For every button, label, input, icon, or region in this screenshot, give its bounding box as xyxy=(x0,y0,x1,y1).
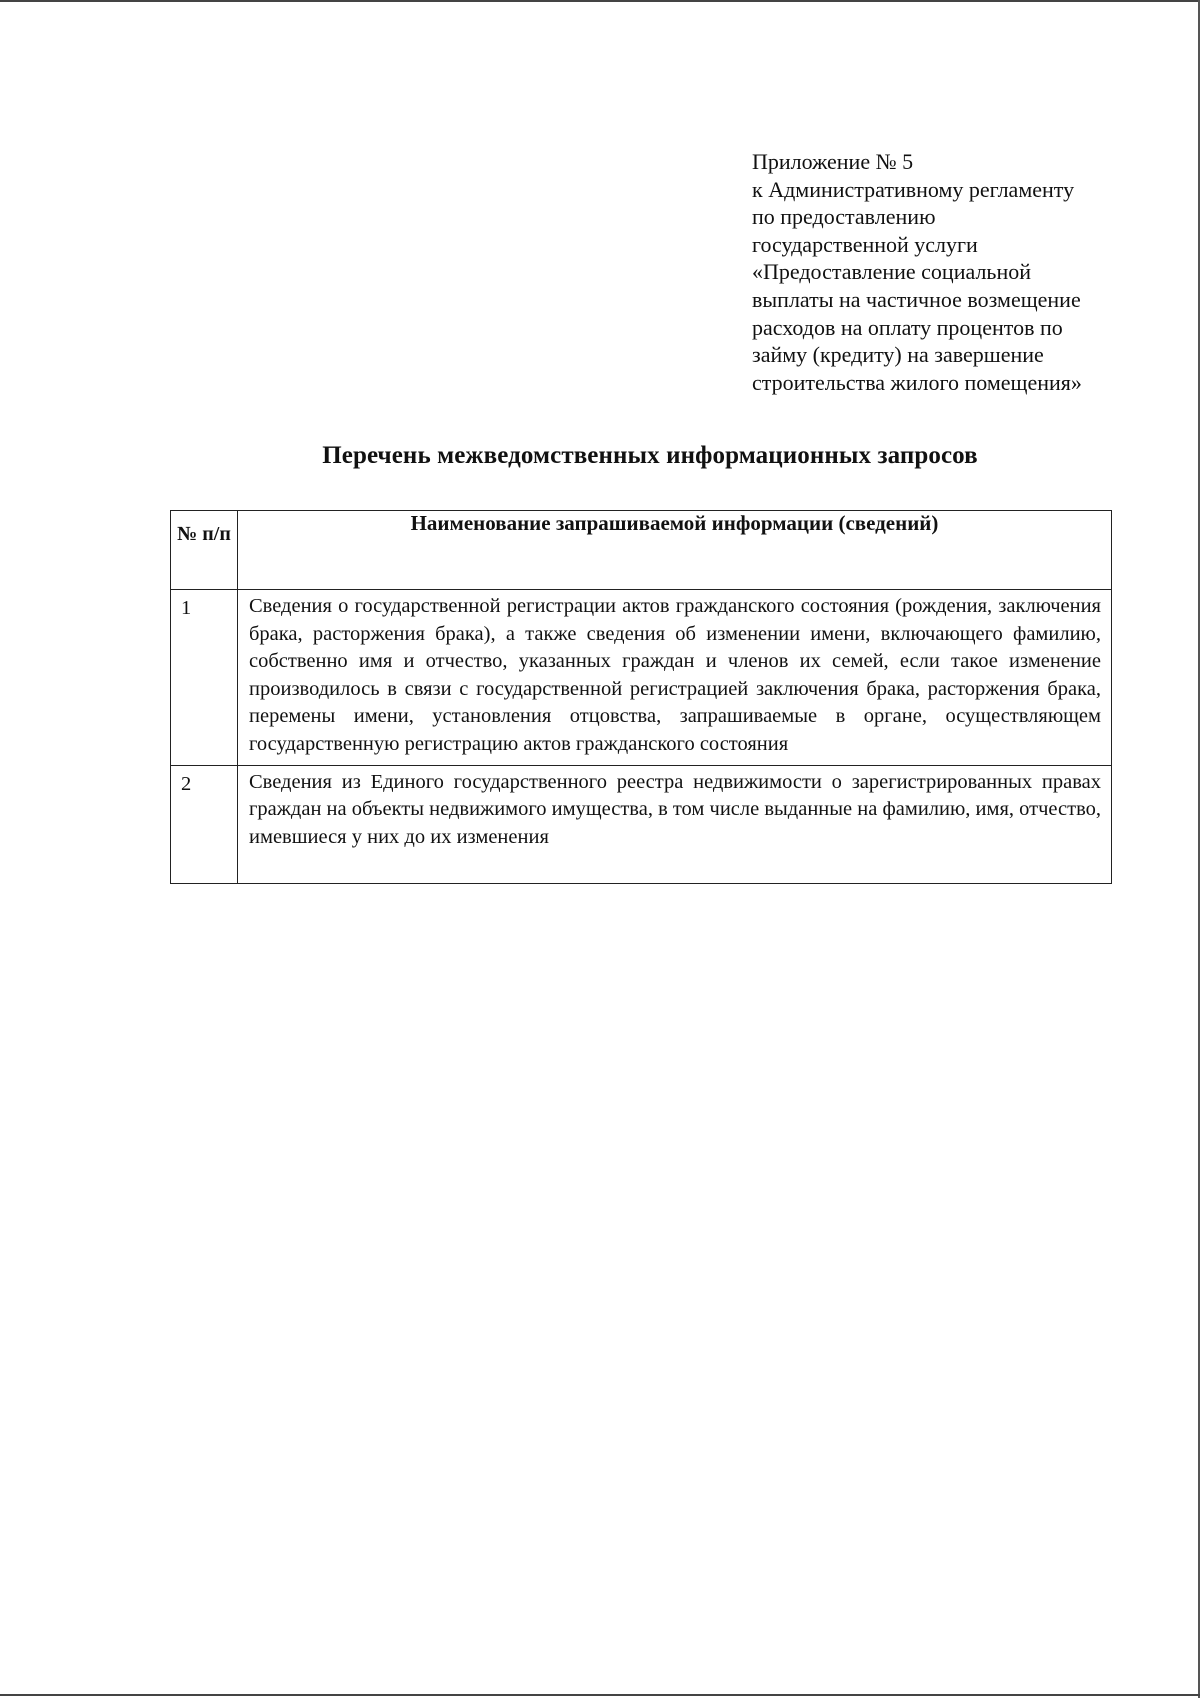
appendix-line: выплаты на частичное возмещение xyxy=(752,286,1081,312)
appendix-line: государственной услуги xyxy=(752,231,978,257)
row-number: 1 xyxy=(171,590,238,766)
appendix-note xyxy=(752,148,1152,396)
appendix-line: займу (кредиту) на завершение xyxy=(752,342,1044,368)
header-number-cell: № п/п xyxy=(171,511,238,590)
row-number: 2 xyxy=(171,765,238,883)
table-row xyxy=(171,590,1112,766)
table-header-row xyxy=(171,511,1112,590)
appendix-line: расходов на оплату процентов по xyxy=(752,314,1063,340)
appendix-line: «Предоставление социальной xyxy=(752,259,1031,285)
document-title: Перечень межведомственных информационных запросов xyxy=(322,442,978,469)
requests-table xyxy=(170,510,1112,884)
table-row xyxy=(171,765,1112,883)
row-text: Сведения из Единого государственного реестра недвижимости о зарегистрированных правах граждан на объекты недвижимого имущества, в том числе выданные на фамилию, имя, отчество, имевшиеся у них до их изменения xyxy=(238,765,1112,883)
scan-edge-bottom xyxy=(0,1694,1200,1696)
scan-edge-top xyxy=(0,0,1200,2)
row-text: Сведения о государственной регистрации актов гражданского состояния (рождения, заключения брака, расторжения брака), а также сведения об изменении имени, включающего фамилию, собственно имя и отчество, указанных граждан и членов их семей, если такое изменение производилось в связи с государственной регистрацией заключения брака, расторжения брака, перемены имени, установления отцовства, запрашиваемые в органе, осуществляющем государственную регистрацию актов гражданского состояния xyxy=(238,590,1112,766)
header-name-cell: Наименование запрашиваемой информации (сведений) xyxy=(238,511,1112,590)
appendix-line: строительства жилого помещения» xyxy=(752,369,1082,395)
appendix-line: по предоставлению xyxy=(752,204,936,230)
appendix-line: Приложение № 5 xyxy=(752,149,914,174)
appendix-line: к Административному регламенту xyxy=(752,176,1075,202)
